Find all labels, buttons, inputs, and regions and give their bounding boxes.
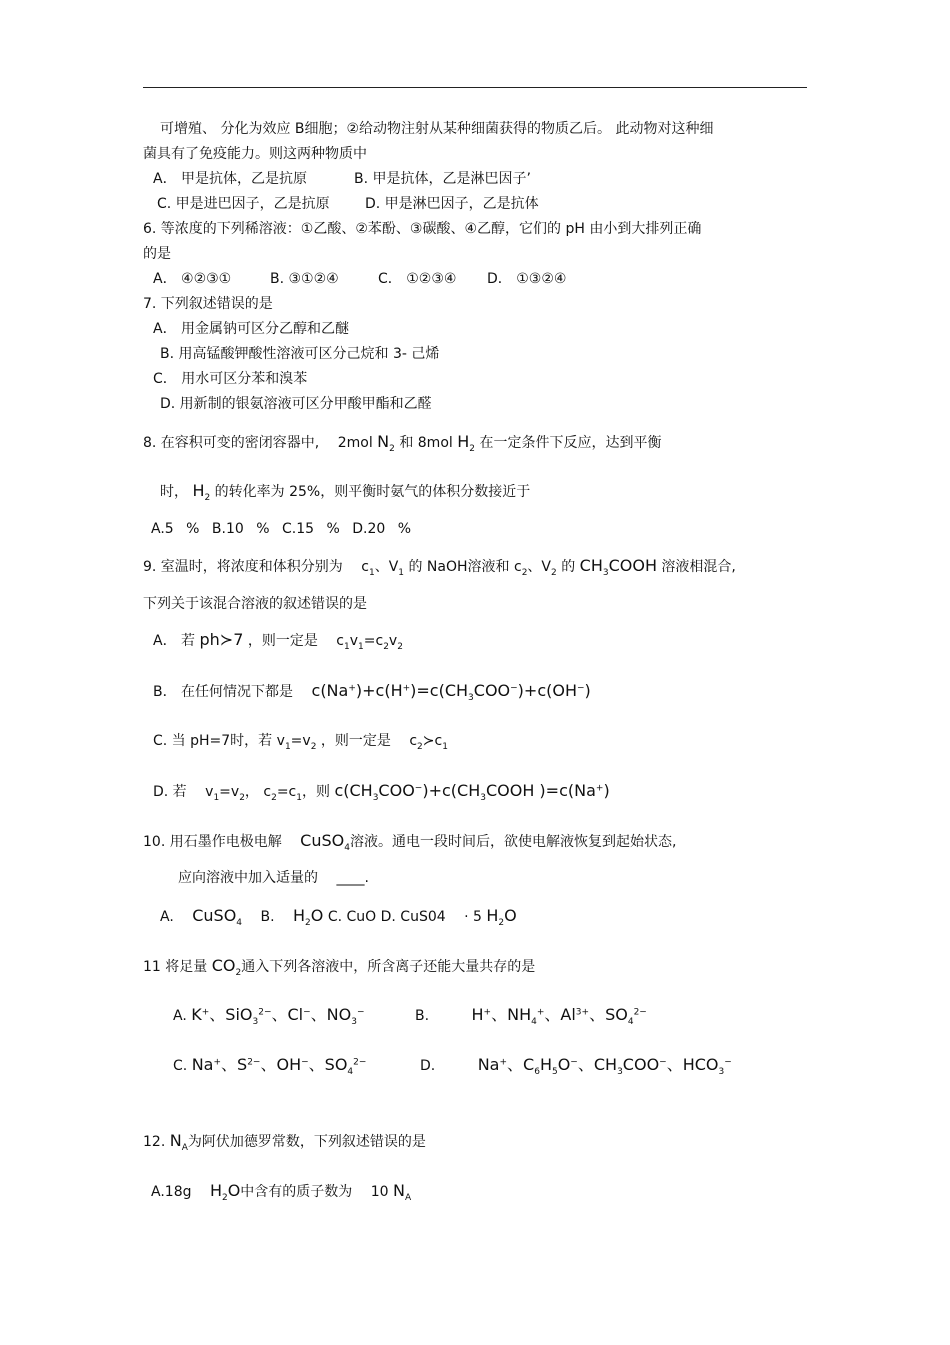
q5-option-a: A． 甲是抗体，乙是抗原 xyxy=(153,171,308,187)
q9-stem-line1: 9. 室温时，将浓度和体积分别为 $c_1$、$V_1$ 的 NaOH溶液和 $c_2$、$V_2$ 的 $CH_3COOH$ 溶液相混合, xyxy=(143,556,736,578)
q8-stem-line2: 时， $H_2$ 的转化率为 25%，则平衡时氨气的体积分数接近于 xyxy=(160,481,531,503)
q10-stem-line1: 10. 用石墨作电极电解 CuSO$_4$溶液。通电一段时间后，欲使电解液恢复到起始状态, xyxy=(143,831,677,853)
q12-option-a: A.18g $H_2O$中含有的质子数为 10 $N_A$ xyxy=(151,1181,412,1203)
q5-option-b: B. 甲是抗体，乙是淋巴因子’ xyxy=(354,171,531,187)
q7-option-c: C． 用水可区分苯和溴苯 xyxy=(153,371,308,387)
q11-option-c: C. Na+、$S^{2-}$、OH−、$SO_4^{2-}$ xyxy=(173,1055,367,1077)
q8-options: A.5 % B.10 % C.15 % D.20 % xyxy=(151,521,412,537)
q6-option-d: D． ①③②④ xyxy=(487,271,567,287)
q9-stem-line2: 下列关于该混合溶液的叙述错误的是 xyxy=(143,596,367,612)
q8-stem-line1: 8. 在容积可变的密闭容器中, 2mol $N_2$ 和 8mol $H_2$ 在一定条件下反应，达到平衡 xyxy=(143,432,662,454)
q5-option-c: C. 甲是进巴因子，乙是抗原 xyxy=(157,196,330,212)
q7-option-a: A． 用金属钠可区分乙醇和乙醚 xyxy=(153,321,350,337)
q11-stem: 11 将足量 $CO_2$通入下列各溶液中，所含离子还能大量共存的是 xyxy=(143,956,536,978)
q6-option-b: B. ③①②④ xyxy=(270,271,339,287)
q5-option-d: D. 甲是淋巴因子，乙是抗体 xyxy=(365,196,539,212)
q9-option-c: C. 当 pH=7时，若 $v_1=v_2$ ，则一定是 $c_2≻c_1$ xyxy=(153,733,448,752)
q5-stem-line1: 可增殖、 分化为效应 B细胞；②给动物注射从某种细菌获得的物质乙后。 此动物对这种细 xyxy=(160,121,714,137)
q7-option-d: D. 用新制的银氨溶液可区分甲酸甲酯和乙醛 xyxy=(160,396,432,412)
q9-option-b: B． 在任何情况下都是 $c(Na^+)+c(H^+)=c(CH_3COO^-)+c(OH^-)$ xyxy=(153,681,591,703)
q6-stem-line2: 的是 xyxy=(143,246,171,262)
q9-option-d: D. 若 $v_1=v_2$， $c_2=c_1$，则 $c(CH_3COO^-)+c(CH_3COOH$ )=c(Na+) xyxy=(153,781,610,803)
q7-option-b: B. 用高锰酸钾酸性溶液可区分己烷和 3- 己烯 xyxy=(160,346,440,362)
q11-option-b: B. H+、$NH_4^+$、$Al^{3+}$、$SO_4^{2-}$ xyxy=(415,1005,647,1027)
q10-stem-line2: 应向溶液中加入适量的 ____. xyxy=(178,870,369,886)
q7-stem: 7. 下列叙述错误的是 xyxy=(143,296,273,312)
header-rule xyxy=(143,87,807,88)
q11-option-d: D. Na+、$C_6H_5O^-$、$CH_3COO^-$、$HCO_3^-$ xyxy=(420,1055,732,1077)
q6-option-c: C． ①②③④ xyxy=(378,271,457,287)
q10-options: A. CuSO$_4$ B. $H_2O$ C. CuO D. CuS04 · 5 $H_2O$ xyxy=(160,906,517,928)
q9-option-a: A． 若 ph≻7 ，则一定是 $c_1v_1=c_2v_2$ xyxy=(153,630,403,652)
q12-stem: 12. $N_A$为阿伏加德罗常数，下列叙述错误的是 xyxy=(143,1131,426,1153)
q11-option-a: A. K+、SiO$_3^{2-}$、Cl−、$NO_3^-$ xyxy=(173,1005,365,1027)
q6-option-a: A． ④②③① xyxy=(153,271,232,287)
q6-stem-line1: 6. 等浓度的下列稀溶液：①乙酸、②苯酚、③碳酸、④乙醇，它们的 pH 由小到大排列正确 xyxy=(143,221,702,237)
q5-stem-line2: 菌具有了免疫能力。则这两种物质中 xyxy=(143,146,367,162)
